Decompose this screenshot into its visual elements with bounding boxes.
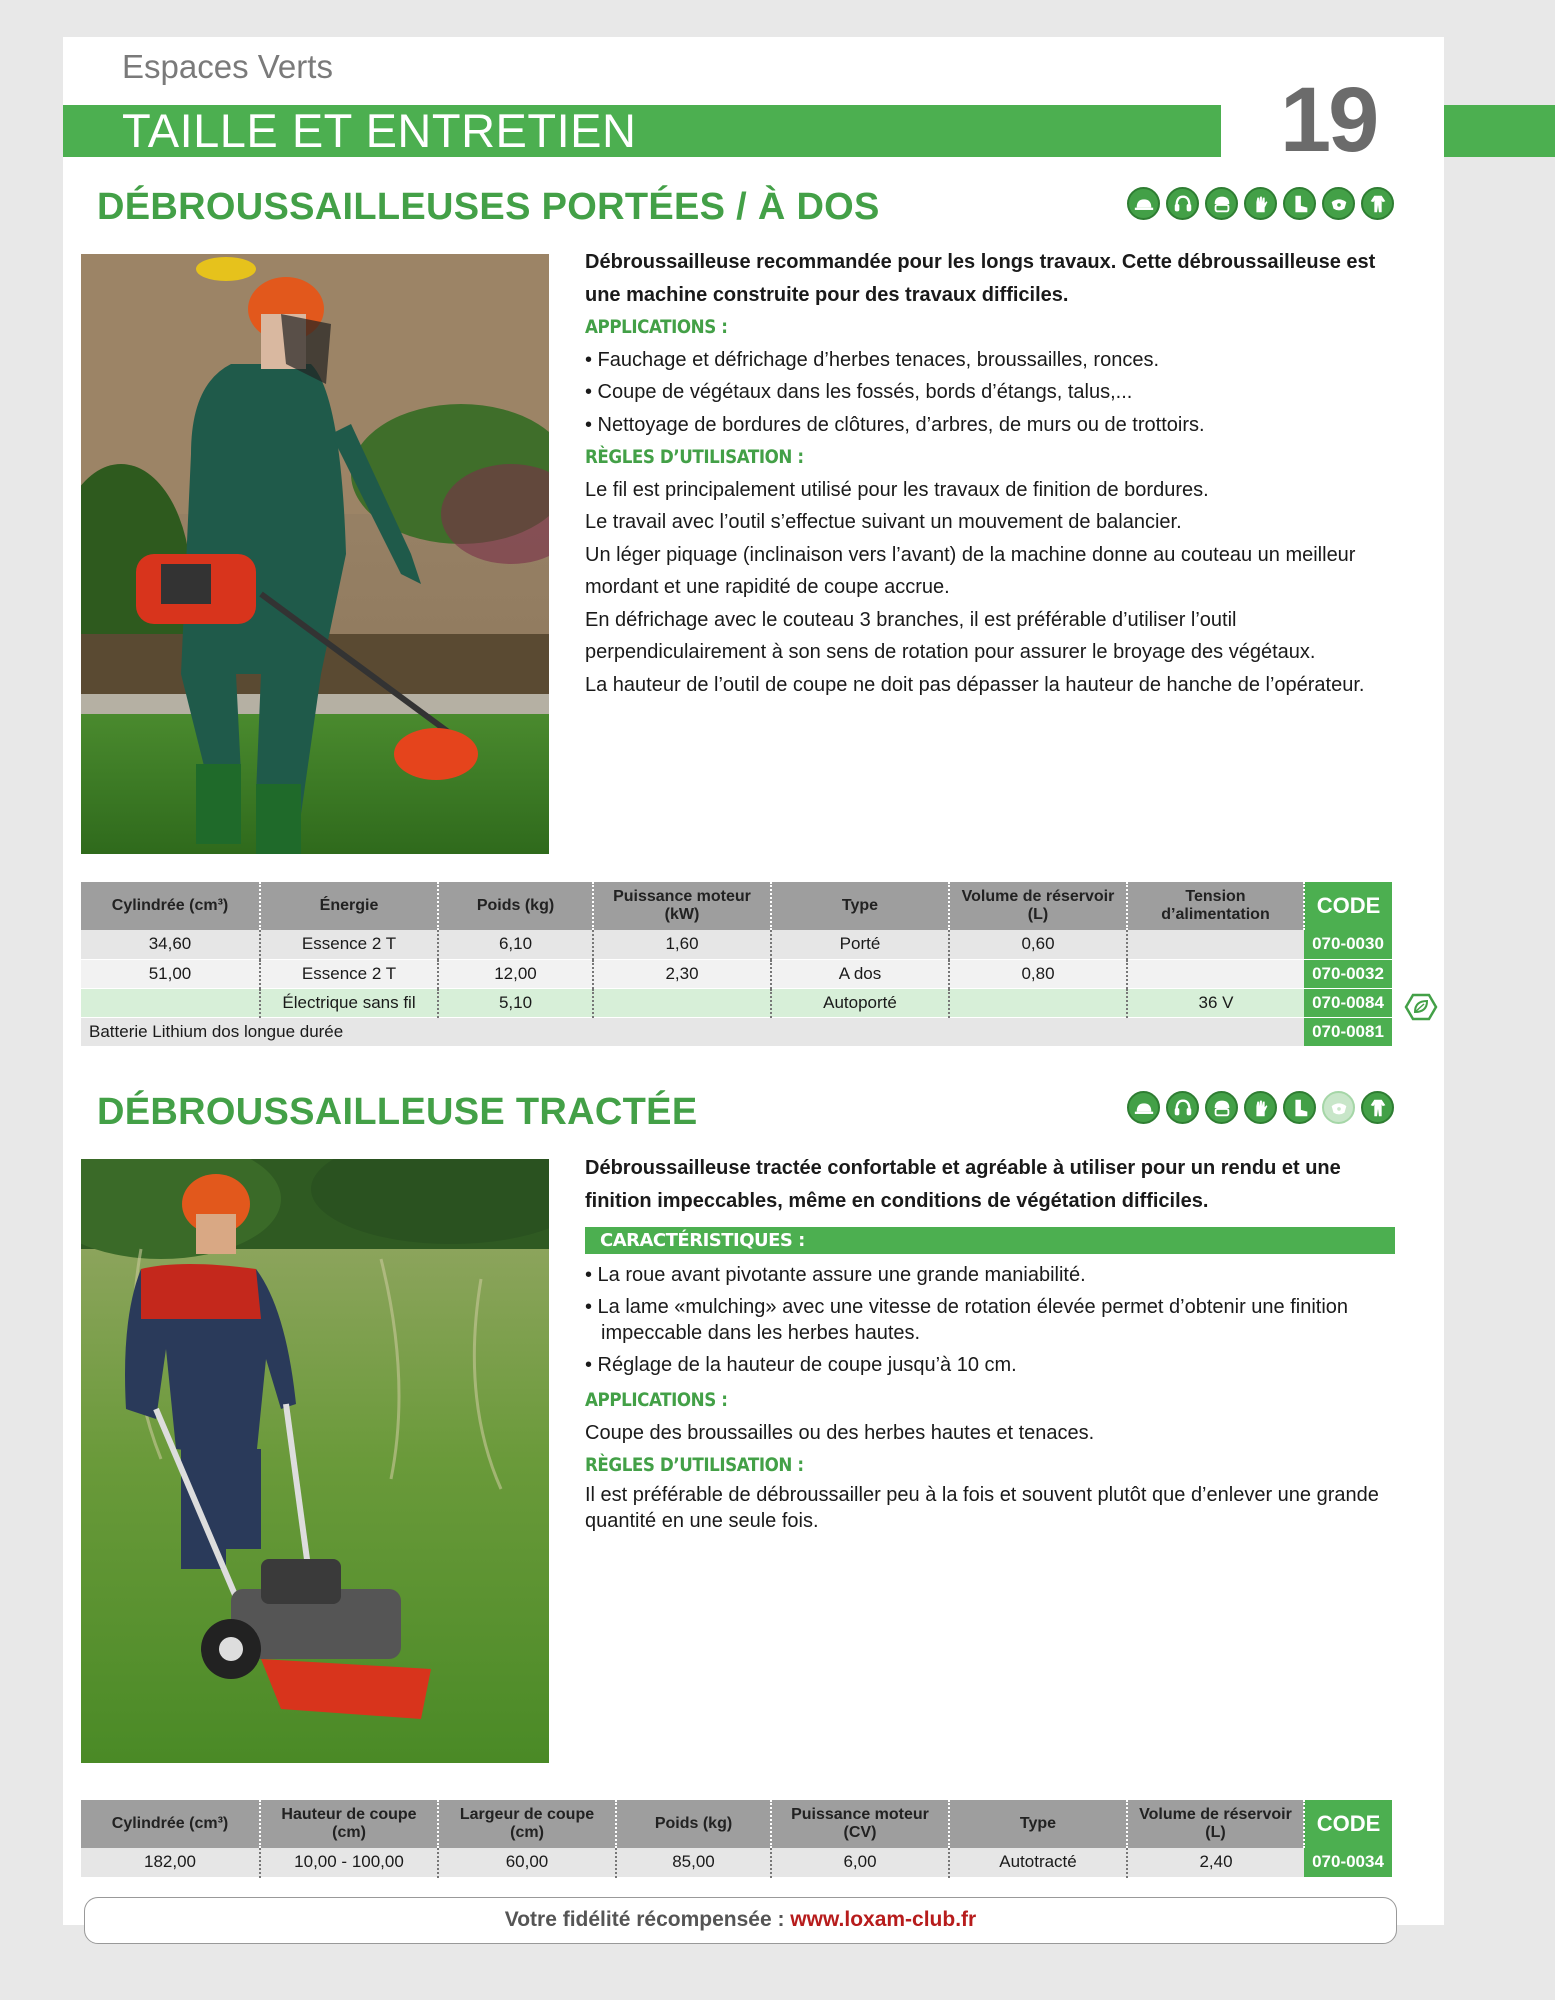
- col-header: Puissance moteur (kW): [593, 882, 771, 930]
- section1-description: [585, 246, 1395, 701]
- table-row: [81, 930, 1392, 959]
- face-shield-icon: [1205, 187, 1238, 220]
- table-cell: Électrique sans fil: [260, 988, 438, 1017]
- gloves-icon: [1244, 187, 1277, 220]
- table-cell: A dos: [771, 959, 949, 988]
- table-cell: 34,60: [81, 930, 260, 959]
- col-header: Volume de réservoir (L): [1127, 1800, 1304, 1848]
- section2-spec-table: [81, 1800, 1392, 1878]
- hard-hat-icon: [1127, 1091, 1160, 1124]
- col-header: Énergie: [260, 882, 438, 930]
- product-code: 070-0030: [1304, 930, 1392, 959]
- hard-hat-icon: [1127, 187, 1160, 220]
- page-title: TAILLE ET ENTRETIEN: [122, 104, 637, 157]
- section1-heading: DÉBROUSSAILLEUSES PORTÉES / À DOS: [97, 186, 880, 228]
- ppe-icons-section2: [1127, 1091, 1394, 1124]
- section2-characteristic-item: • Réglage de la hauteur de coupe jusqu’à 10 cm.: [585, 1354, 1017, 1376]
- mask-icon: [1322, 187, 1355, 220]
- section2-intro: Débroussailleuse tractée confortable et agréable à utiliser pour un rendu et une finition impeccables, même en conditions de végétation difficiles.: [585, 1157, 1341, 1212]
- boots-icon: [1283, 1091, 1316, 1124]
- col-header: Poids (kg): [616, 1800, 771, 1848]
- battery-label: Batterie Lithium dos longue durée: [81, 1017, 1304, 1046]
- col-header: Poids (kg): [438, 882, 593, 930]
- eco-leaf-icon: [1404, 993, 1438, 1021]
- coverall-icon: [1361, 187, 1394, 220]
- table-cell: 60,00: [438, 1848, 616, 1877]
- table-cell: Essence 2 T: [260, 930, 438, 959]
- section1-intro: Débroussailleuse recommandée pour les longs travaux. Cette débroussailleuse est une machine construite pour des travaux difficiles.: [585, 251, 1376, 306]
- footer-url-link[interactable]: www.loxam-club.fr: [790, 1908, 977, 1931]
- table-cell: 12,00: [438, 959, 593, 988]
- footer-text: Votre fidélité récompensée :: [504, 1908, 791, 1931]
- face-shield-icon: [1205, 1091, 1238, 1124]
- table-cell: Autotracté: [949, 1848, 1127, 1877]
- coverall-icon: [1361, 1091, 1394, 1124]
- section1-rule: Le travail avec l’outil s’effectue suivant un mouvement de balancier.: [585, 511, 1182, 533]
- table-cell: [1127, 959, 1304, 988]
- gloves-icon: [1244, 1091, 1277, 1124]
- col-header: Type: [771, 882, 949, 930]
- photo-backpack-brushcutter: [81, 254, 549, 854]
- table-cell: 1,60: [593, 930, 771, 959]
- code-header: CODE: [1304, 1800, 1392, 1848]
- table-cell: 182,00: [81, 1848, 260, 1877]
- col-header: Type: [949, 1800, 1127, 1848]
- section2-characteristics-label: CARACTÉRISTIQUES :: [585, 1227, 1395, 1254]
- ear-protection-icon: [1166, 187, 1199, 220]
- table-row: [81, 1848, 1392, 1877]
- table-cell: Essence 2 T: [260, 959, 438, 988]
- mask-icon: [1322, 1091, 1355, 1124]
- table-cell: 85,00: [616, 1848, 771, 1877]
- table-row: [81, 988, 1392, 1017]
- boots-icon: [1283, 187, 1316, 220]
- table-cell: [1127, 930, 1304, 959]
- footer-banner: [84, 1897, 1397, 1944]
- section1-application-item: • Nettoyage de bordures de clôtures, d’arbres, de murs ou de trottoirs.: [585, 413, 1205, 436]
- code-header: CODE: [1304, 882, 1392, 930]
- table-cell: 2,30: [593, 959, 771, 988]
- col-header: Puissance moteur (CV): [771, 1800, 949, 1848]
- product-code: 070-0032: [1304, 959, 1392, 988]
- table-row-battery: [81, 1017, 1392, 1046]
- section1-rule: Le fil est principalement utilisé pour les travaux de finition de bordures.: [585, 478, 1209, 501]
- section1-rule: La hauteur de l’outil de coupe ne doit pas dépasser la hauteur de hanche de l’opérateur.: [585, 673, 1365, 696]
- col-header: Hauteur de coupe (cm): [260, 1800, 438, 1848]
- section1-spec-table: [81, 882, 1392, 1047]
- table-row: [81, 959, 1392, 988]
- section2-applications-label: APPLICATIONS :: [585, 1389, 728, 1411]
- col-header: Cylindrée (cm³): [81, 882, 260, 930]
- product-code: 070-0081: [1304, 1017, 1392, 1046]
- table-cell: [81, 988, 260, 1017]
- table-cell: 6,10: [438, 930, 593, 959]
- section1-applications-label: APPLICATIONS :: [585, 316, 728, 338]
- col-header: Tension d’alimentation: [1127, 882, 1304, 930]
- section-label: Espaces Verts: [122, 48, 333, 85]
- ppe-icons-section1: [1127, 187, 1394, 220]
- section2-characteristic-item: • La roue avant pivotante assure une grande maniabilité.: [585, 1264, 1086, 1286]
- section2-applications-text: Coupe des broussailles ou des herbes hautes et tenaces.: [585, 1421, 1095, 1444]
- section2-rules-label: RÈGLES D’UTILISATION :: [585, 1454, 804, 1476]
- table-cell: 0,80: [949, 959, 1127, 988]
- section1-application-item: • Fauchage et défrichage d’herbes tenaces, broussailles, ronces.: [585, 348, 1160, 371]
- ear-protection-icon: [1166, 1091, 1199, 1124]
- table-cell: 2,40: [1127, 1848, 1304, 1877]
- page-number: 19: [1280, 69, 1377, 171]
- table-cell: 36 V: [1127, 988, 1304, 1017]
- table-cell: 10,00 - 100,00: [260, 1848, 438, 1877]
- product-code: 070-0034: [1304, 1848, 1392, 1877]
- table-cell: 0,60: [949, 930, 1127, 959]
- table-cell: 5,10: [438, 988, 593, 1017]
- table-cell: 6,00: [771, 1848, 949, 1877]
- section1-rule: En défrichage avec le couteau 3 branches, il est préférable d’utiliser l’outil perpendiculairement à son sens de rotation pour assurer le broyage des végétaux.: [585, 608, 1316, 663]
- section1-application-item: • Coupe de végétaux dans les fossés, bords d’étangs, talus,...: [585, 381, 1133, 403]
- section1-rule: Un léger piquage (inclinaison vers l’avant) de la machine donne au couteau un meilleur mordant et une rapidité de coupe accrue.: [585, 543, 1356, 598]
- col-header: Volume de réservoir (L): [949, 882, 1127, 930]
- photo-walk-behind-brushcutter: [81, 1159, 549, 1763]
- product-code: 070-0084: [1304, 988, 1392, 1017]
- section2-description: [585, 1152, 1395, 1534]
- section2-heading: DÉBROUSSAILLEUSE TRACTÉE: [97, 1091, 698, 1133]
- col-header: Largeur de coupe (cm): [438, 1800, 616, 1848]
- title-band-right: [1444, 105, 1555, 157]
- table-cell: Autoporté: [771, 988, 949, 1017]
- section1-rules-label: RÈGLES D’UTILISATION :: [585, 446, 804, 468]
- table-cell: [593, 988, 771, 1017]
- section2-characteristic-item: • La lame «mulching» avec une vitesse de rotation élevée permet d’obtenir une finition impeccable dans les herbes hautes.: [585, 1296, 1349, 1344]
- col-header: Cylindrée (cm³): [81, 1800, 260, 1848]
- table-cell: [949, 988, 1127, 1017]
- table-cell: Porté: [771, 930, 949, 959]
- table-cell: 51,00: [81, 959, 260, 988]
- section2-rules-text: Il est préférable de débroussailler peu à la fois et souvent plutôt que d’enlever une grande quantité en une seule fois.: [585, 1483, 1379, 1532]
